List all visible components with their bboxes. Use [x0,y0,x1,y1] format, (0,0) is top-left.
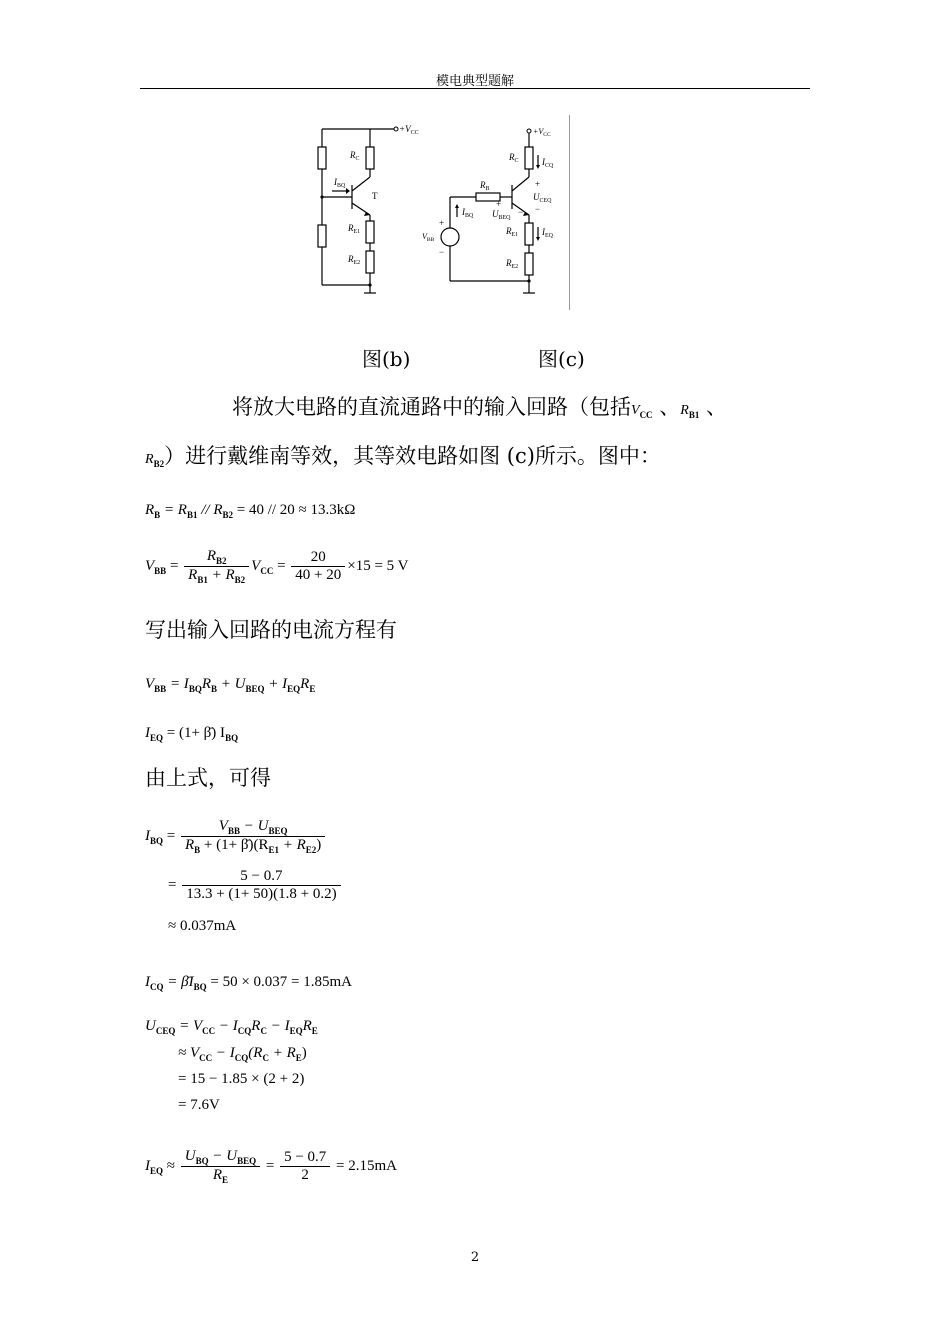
label-re1-b: $R_{E1}$ [348,223,361,235]
equation-ieq-result: $I_{EQ}$ ≈ $\frac{U_{BQ} - U_{BEQ}}{R_E}$ = $\frac{5 - 0.7}{2}$ = 2.15mA [145,1148,397,1185]
label-ibq-c: $I_{BQ}$ [462,207,474,219]
paragraph-line-2: $R_{B2}$）进行戴维南等效，其等效电路如图 (c)所示。图中： [145,444,661,469]
equation-rb: $R_B = R_{B1} // R_{B2} = 40 // 20 \approx 13.3k\Omega$ [145,502,356,520]
header-rule [140,88,810,89]
label-t: T [372,191,378,201]
label-re1-c: $R_{E1}$ [506,226,519,238]
equation-ibq-result: ≈ 0.037mA [168,918,237,934]
circuit-figure-c [420,115,568,300]
label-vcc-b: $+V_{CC}$ [399,124,419,136]
label-uceq: $U_{CEQ}$ [533,192,552,204]
label-ibq-b: $I_{BQ}$ [334,177,346,189]
label-ubeq-minus: − [518,207,524,217]
caption-figure-b: 图(b) [362,347,411,371]
equation-icq: $I_{CQ}$ = $\betāI_{BQ} = 50 \times 0.037 = 1.85mA$ [145,974,352,992]
equation-ibq-substituted: = $\frac{5 - 0.7}{13.3 + (1+ 50)(1.8 + 0.2)}$ [168,868,343,903]
equation-ieq-ibq: $I_{EQ} = (1+$ β̄) $I_{BQ}$ [145,725,239,743]
label-vbb: $V_{BB}$ [422,232,435,243]
equation-uceq-line-1: $U_{CEQ} = V_{CC} - I_{CQ}R_C - I_{EQ}R_E$ [145,1018,318,1036]
label-rc-b: $R_C$ [350,150,360,162]
page-number: 2 [470,1250,480,1265]
label-uceq-plus: + [535,179,541,189]
circuit-figure-b [300,115,419,300]
equation-uceq-line-3: = 15 − 1.85 × (2 + 2) [178,1071,305,1087]
label-rc-c: $R_C$ [509,152,519,164]
label-icq: $I_{CQ}$ [542,157,554,169]
label-re2-b: $R_{E2}$ [348,254,361,266]
label-ubeq-plus: + [496,199,502,209]
equation-uceq-line-2: ≈ $V_{CC} - I_{CQ}(R_C + R_E)$ [178,1045,307,1063]
equation-vbb: $V_{BB}$ = $\frac{R_{B2}}{R_{B1} + R_{B2}}$ $V_{CC}$ = $\frac{20}{40 + 20}$ ×15 = 5 V [145,548,409,585]
label-vbb-plus: + [439,218,445,228]
label-vcc-c: $+V_{CC}$ [533,127,551,138]
paragraph-line-1: 将放大电路的直流通路中的输入回路（包括$V_{CC}$ 、$R_{B1}$ 、 [232,395,728,420]
caption-figure-c: 图(c) [538,347,585,371]
equation-kvl: $V_{BB} = I_{BQ}R_B + U_{BEQ} + I_{EQ}R_E$ [145,676,316,694]
label-vbb-minus: − [439,247,445,257]
equation-ibq-formula: $I_{BQ}$ = $\frac{V_{BB} - U_{BEQ}}{R_B + (1+ \betā)(R_{E1} + R_{E2})}$ [145,818,327,855]
label-re2-c: $R_{E2}$ [506,258,519,270]
label-rb: $R_B$ [480,180,490,192]
page-header: 模电典型题解 [435,74,514,89]
equation-uceq-line-4: = 7.6V [178,1097,220,1113]
label-uceq-minus: − [535,204,541,214]
label-ieq: $I_{EQ}$ [542,227,553,239]
label-ubeq: $U_{BEQ}$ [492,209,511,221]
text-derive-intro: 由上式，可得 [145,766,271,790]
text-current-equation-intro: 写出输入回路的电流方程有 [145,618,397,642]
figure-divider [569,115,570,310]
